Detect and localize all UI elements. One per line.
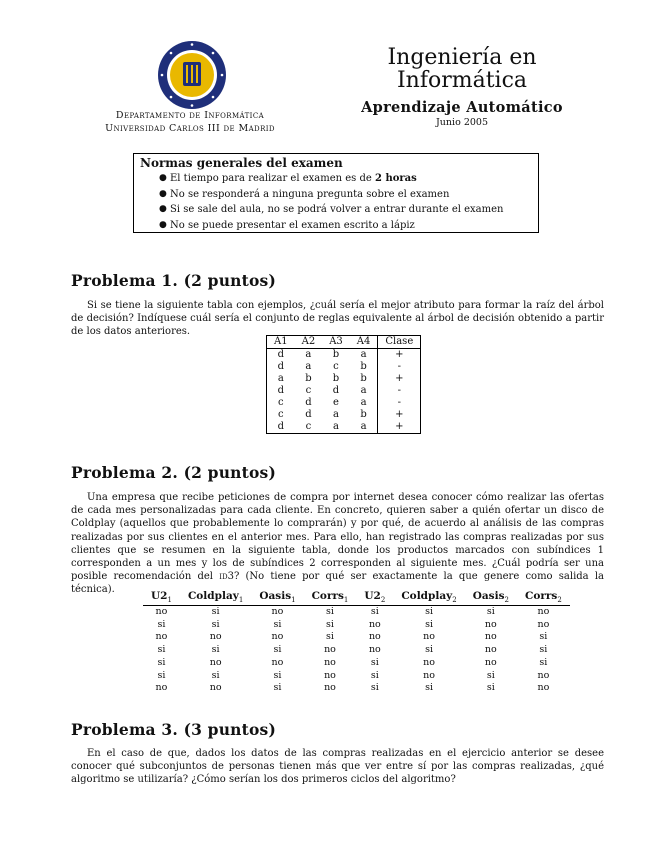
table-cell: si: [486, 669, 495, 681]
table-header-cell: [251, 590, 303, 606]
table-row: [143, 606, 570, 619]
university-seal-icon: [157, 40, 227, 110]
table-header-cell: [465, 590, 517, 606]
table-cell: b: [332, 373, 340, 384]
table-cell: si: [370, 606, 379, 617]
table-cell: no: [484, 631, 497, 643]
table-cell: no: [209, 631, 222, 643]
table-cell: d: [277, 361, 284, 372]
table-cell: si: [273, 682, 282, 694]
bullet-icon: ●: [159, 219, 167, 230]
rule-item: [159, 202, 532, 218]
table-cell: no: [537, 669, 550, 681]
table-cell: a: [277, 373, 284, 384]
table-cell: si: [539, 631, 548, 643]
table-cell: no: [209, 656, 222, 668]
rules-list: [140, 171, 532, 233]
table-cell: no: [368, 644, 381, 656]
table-header-cell: A2: [301, 336, 316, 347]
table-cell: no: [271, 631, 284, 643]
problem1-paragraph: Si se tiene la siguiente tabla con ejemplos, ¿cuál sería el mejor atributo para formar la raíz del árbol de decisión? Indíquese cuál sería el conjunto de reglas equivalente al árbol de decisión obtenido a partir de los datos anteriores.: [71, 300, 604, 338]
degree-title-line1: Ingeniería en: [387, 45, 537, 70]
table-header-cell: A4: [356, 336, 371, 347]
problem2-text: [71, 491, 604, 597]
table-header-cell: A3: [329, 336, 343, 347]
table-cell: si: [425, 682, 433, 694]
table-cell: si: [157, 618, 166, 630]
table-row: [267, 349, 421, 362]
problem1-table: [266, 335, 421, 434]
table-cell: +: [378, 421, 421, 434]
header-name: U2: [364, 590, 381, 603]
table-header-row: [143, 590, 570, 606]
table-cell: no: [271, 656, 284, 668]
table-header-row: [267, 336, 421, 349]
table-cell: b: [360, 373, 367, 384]
table-cell: no: [155, 606, 168, 617]
table-cell: si: [370, 682, 379, 694]
table-cell: no: [324, 669, 336, 681]
table-cell: si: [486, 682, 495, 694]
table-cell: no: [368, 631, 381, 643]
table-cell: -: [378, 397, 421, 409]
table-row: [143, 682, 570, 695]
table-cell: no: [209, 682, 222, 694]
table-cell: c: [305, 421, 312, 432]
course-name: Aprendizaje Automático: [361, 99, 563, 116]
problem2-heading: Problema 2. (2 puntos): [71, 463, 277, 482]
table-cell: c: [333, 361, 339, 372]
rule-item: [159, 218, 532, 234]
table-cell: -: [378, 361, 421, 373]
exam-date: Junio 2005: [436, 117, 488, 128]
table-cell: a: [305, 361, 312, 372]
header-subscript: 1: [343, 596, 349, 605]
table-header-cell: A1: [274, 336, 288, 347]
table-cell: no: [423, 631, 435, 643]
table-header-cell: [356, 590, 393, 606]
table-cell: si: [425, 644, 433, 656]
table-header-cell: [180, 590, 251, 606]
table-row: [267, 421, 421, 434]
problem2-paragraph: [71, 491, 604, 597]
table-cell: +: [378, 349, 421, 362]
table-header-cell: [393, 590, 464, 606]
problem2-table: [143, 590, 570, 695]
table-cell: +: [378, 409, 421, 421]
table-header-cell: [143, 590, 180, 606]
table-row: [143, 644, 570, 657]
header-subscript: 1: [238, 596, 244, 605]
table-cell: no: [368, 618, 381, 630]
table-cell: no: [423, 669, 435, 681]
table-cell: si: [425, 606, 433, 617]
table-cell: a: [333, 409, 339, 420]
problem2-text-part: ? (No tiene por qué ser exactamente la que genere como salida la técnica).: [71, 571, 604, 596]
table-row: [267, 373, 421, 385]
table-cell: si: [326, 606, 334, 617]
table-cell: +: [378, 373, 421, 385]
table-cell: si: [425, 618, 433, 630]
table-header-cell: [517, 590, 570, 606]
table-cell: no: [484, 644, 497, 656]
rule-item: [159, 187, 532, 203]
table-cell: si: [539, 644, 548, 656]
table-row: [143, 619, 570, 632]
table-cell: si: [157, 656, 166, 668]
problem2-table-body: [143, 606, 570, 695]
rule-text: No se responderá a ninguna pregunta sobre el examen: [170, 188, 450, 200]
degree-title: [352, 46, 572, 92]
table-header-cell: [304, 590, 357, 606]
table-cell: si: [157, 644, 166, 656]
table-cell: no: [271, 606, 284, 617]
header-name: Coldplay: [401, 590, 453, 603]
header-subscript: 1: [167, 596, 172, 605]
table-cell: si: [273, 669, 282, 681]
problem3-heading: Problema 3. (3 puntos): [71, 720, 277, 739]
problem1-heading: Problema 1. (2 puntos): [71, 271, 277, 290]
problem3-text: [71, 747, 604, 787]
table-cell: b: [360, 409, 367, 420]
table-cell: d: [305, 397, 312, 408]
table-cell: si: [486, 606, 495, 617]
table-cell: a: [360, 421, 367, 432]
table-cell: no: [484, 656, 497, 668]
table-cell: a: [360, 385, 367, 396]
bullet-icon: ●: [159, 204, 167, 214]
table-cell: a: [360, 397, 367, 408]
table-row: [143, 631, 570, 644]
problem3-paragraph: En el caso de que, dados los datos de las compras realizadas en el ejercicio anterior se desee conocer qué subconjuntos de personas tienen más que ver entre sí por las compras realizadas, ¿qué algoritmo se utilizaría? ¿Cómo serían los dos primeros ciclos del algoritmo?: [71, 748, 604, 786]
table-cell: e: [333, 397, 339, 408]
table-row: [143, 670, 570, 683]
rule-item: [159, 171, 532, 187]
table-cell: no: [155, 682, 168, 694]
table-cell: b: [332, 349, 340, 360]
table-cell: b: [305, 373, 312, 384]
table-row: [143, 657, 570, 670]
header-subscript: 1: [291, 596, 296, 605]
table-cell: a: [360, 349, 367, 360]
table-row: [267, 409, 421, 421]
rule-text: El tiempo para realizar el examen es de: [170, 173, 375, 184]
rule-text: Si se sale del aula, no se podrá volver a entrar durante el examen: [170, 204, 504, 215]
header-name: U2: [151, 590, 168, 603]
table-cell: si: [326, 618, 334, 630]
university-name: Universidad Carlos III de Madrid: [105, 123, 275, 134]
table-cell: si: [211, 618, 220, 630]
table-cell: c: [277, 409, 284, 420]
exam-rules-box: [133, 153, 539, 233]
header-name: Corrs: [311, 590, 344, 603]
table-cell: d: [277, 421, 284, 432]
table-row: [267, 361, 421, 373]
table-cell: no: [423, 656, 435, 668]
table-cell: si: [273, 618, 282, 630]
header-name: Oasis: [472, 590, 505, 603]
table-cell: d: [277, 349, 284, 360]
table-cell: no: [324, 682, 336, 694]
table-cell: si: [211, 644, 220, 656]
table-header-cell: Clase: [378, 336, 421, 349]
table-cell: c: [277, 397, 284, 408]
header-subscript: 2: [380, 596, 386, 605]
table-cell: si: [539, 656, 548, 668]
header-name: Oasis: [259, 590, 292, 603]
table-cell: si: [211, 669, 220, 681]
table-cell: c: [305, 385, 312, 396]
header-name: Corrs: [524, 590, 558, 603]
problem1-text: [71, 299, 604, 339]
rules-title: Normas generales del examen: [140, 156, 343, 170]
table-cell: si: [370, 669, 379, 681]
problem2-text-part: Una empresa que recibe peticiones de compra por internet desea conocer cómo realizar las ofertas de cada mes personalizadas para cada cliente. En concreto, quieren saber a quién ofertar un disco de Coldplay (aquellos que probablemente lo comprarán) y por qué, de acuerdo al análisis de las compras realizadas por sus clientes en el anterior mes. Para ello, han registrado las compras realizadas por sus clientes que se resumen en la siguiente tabla, donde los productos marcados con subíndices 1 corresponden a un mes y los de subíndices 2 corresponden al siguiente mes. ¿Cuál podría ser una posible recomendación del: [71, 492, 604, 583]
table-cell: no: [324, 644, 336, 656]
degree-title-line2: Informática: [396, 68, 528, 93]
table-cell: a: [333, 421, 339, 432]
table-cell: no: [537, 682, 550, 694]
table-cell: b: [360, 361, 367, 372]
table-cell: d: [305, 409, 312, 420]
bullet-icon: ●: [159, 188, 167, 199]
header-subscript: 2: [452, 596, 457, 605]
table-cell: no: [484, 618, 497, 630]
table-row: [267, 397, 421, 409]
table-cell: no: [537, 606, 550, 617]
department-name: Departamento de Informática: [115, 110, 265, 121]
problem1-table-body: [267, 349, 421, 434]
table-cell: -: [378, 385, 421, 397]
table-row: [267, 385, 421, 397]
table-cell: si: [370, 656, 379, 668]
table-cell: d: [332, 385, 340, 396]
bullet-icon: ●: [159, 173, 167, 183]
table-cell: si: [157, 669, 166, 681]
table-cell: no: [155, 631, 168, 643]
header-name: Coldplay: [187, 590, 239, 603]
table-cell: no: [537, 618, 550, 630]
table-cell: a: [305, 349, 312, 360]
header-subscript: 2: [557, 596, 562, 605]
table-cell: no: [324, 656, 336, 668]
table-cell: si: [326, 631, 334, 643]
table-cell: si: [211, 606, 220, 617]
rule-text: No se puede presentar el examen escrito a lápiz: [170, 219, 415, 231]
table-cell: d: [277, 385, 284, 396]
table-cell: si: [273, 644, 282, 656]
id3-term: id3: [219, 571, 234, 583]
header-subscript: 2: [504, 596, 509, 605]
rule-bold-text: 2 horas: [375, 173, 417, 184]
